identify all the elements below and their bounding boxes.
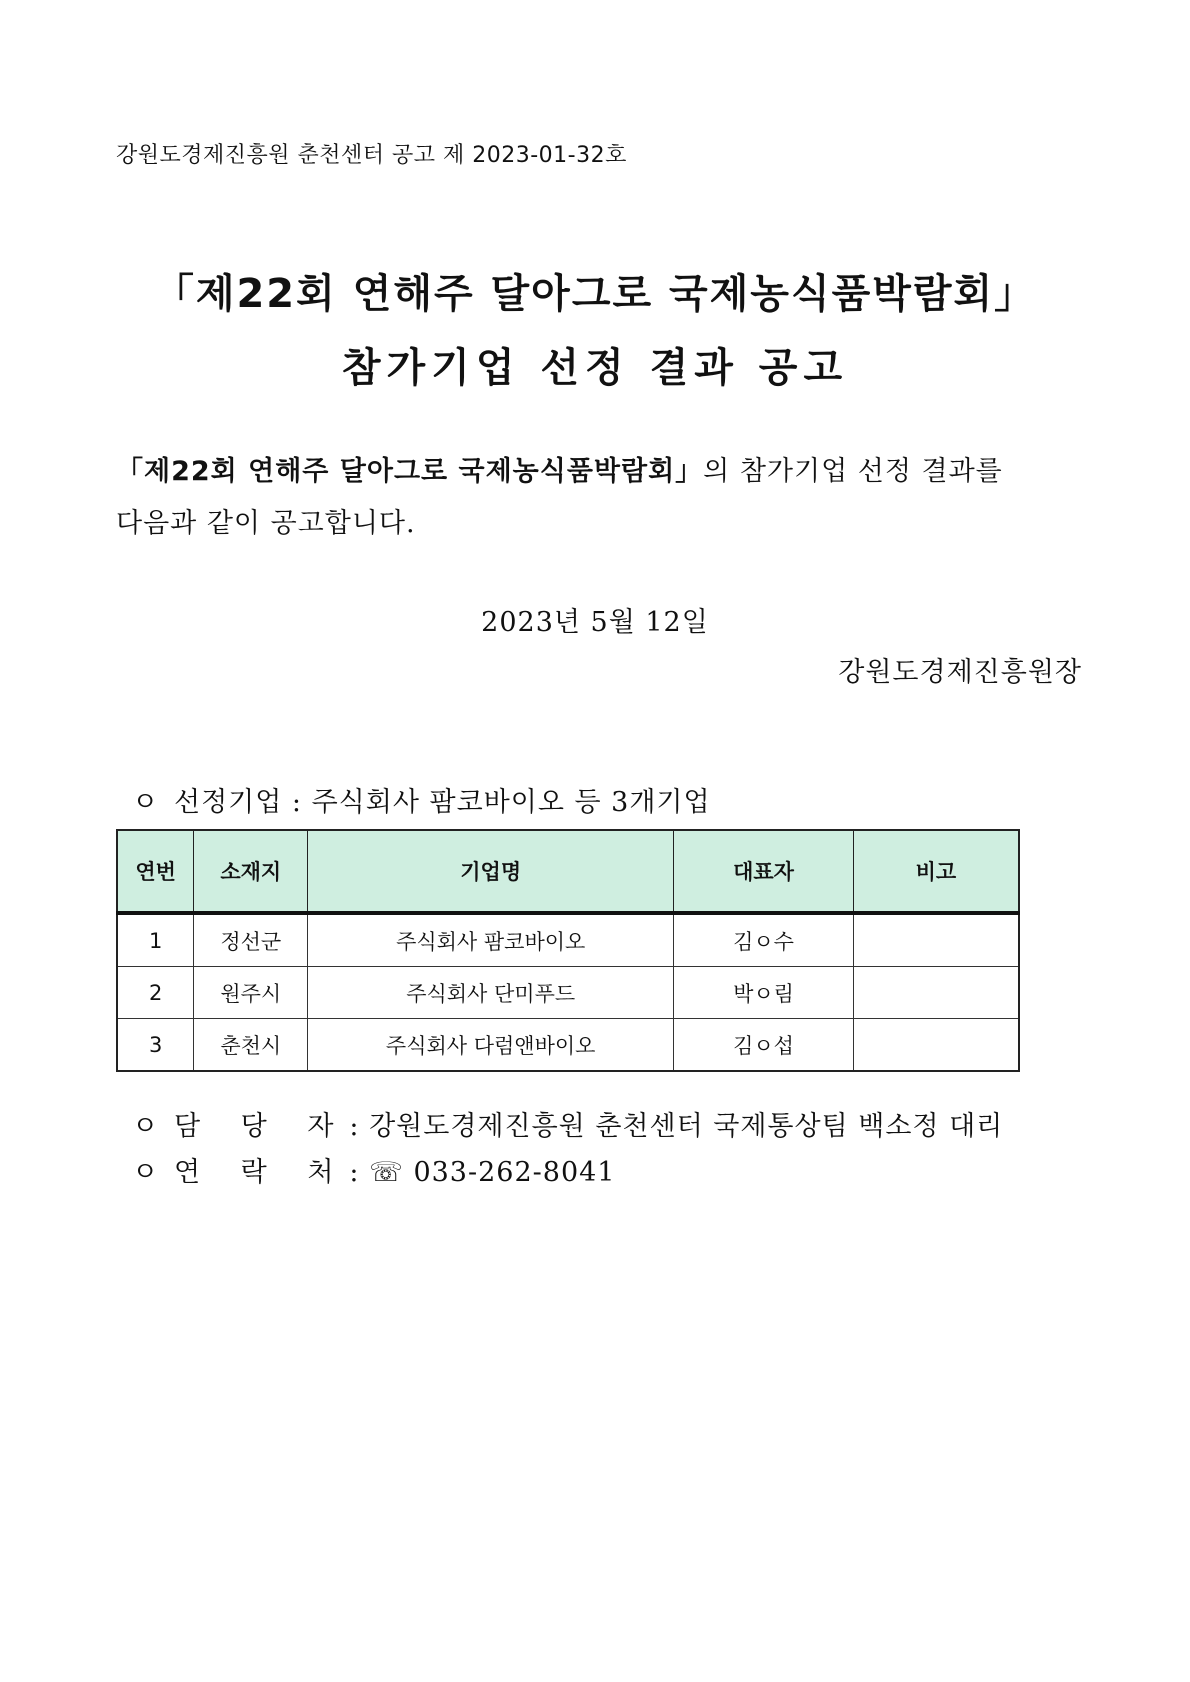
notice-number: 강원도경제진흥원 춘천센터 공고 제 2023-01-32호 — [116, 143, 627, 168]
cell-company: 주식회사 다럼앤바이오 — [308, 1019, 674, 1072]
cell-no: 2 — [117, 967, 194, 1019]
phone-line — [132, 1150, 615, 1189]
cell-no: 3 — [117, 1019, 194, 1072]
title-line-2: 참가기업 선정 결과 공고 — [341, 345, 849, 391]
manager-label: 담 당 자 — [174, 1111, 350, 1142]
notice-date: 2023년 5월 12일 — [481, 607, 709, 638]
cell-company: 주식회사 단미푸드 — [308, 967, 674, 1019]
cell-location: 춘천시 — [194, 1019, 308, 1072]
cell-remarks — [853, 913, 1019, 967]
intro-rest: 의 참가기업 선정 결과를 — [703, 456, 1003, 487]
manager-line — [132, 1104, 1003, 1143]
bullet-marker: ㅇ — [132, 1157, 160, 1188]
intro-lead: 「제22회 연해주 달아그로 국제농식품박람회」 — [116, 456, 704, 487]
header-location: 소재지 — [194, 830, 308, 913]
cell-company: 주식회사 팜코바이오 — [308, 913, 674, 967]
intro-line-2: 다음과 같이 공고합니다. — [116, 508, 416, 539]
issuer-name: 강원도경제진흥원장 — [838, 657, 1082, 688]
selected-companies-table — [116, 829, 1020, 1072]
table-row — [117, 913, 1019, 967]
cell-no: 1 — [117, 913, 194, 967]
phone-value: : ☏ 033-262-8041 — [349, 1157, 616, 1188]
selected-companies-label: 선정기업 : 주식회사 팜코바이오 등 3개기업 — [174, 787, 711, 818]
title-line-1: 「제22회 연해주 달아그로 국제농식품박람회」 — [153, 271, 1037, 317]
header-representative: 대표자 — [674, 830, 854, 913]
cell-remarks — [853, 1019, 1019, 1072]
table-header-row — [117, 830, 1019, 913]
bullet-marker: ㅇ — [132, 1111, 160, 1142]
phone-label: 연 락 처 — [174, 1157, 350, 1188]
selected-companies-line — [132, 780, 711, 819]
table-row — [117, 1019, 1019, 1072]
cell-representative: 김ㅇ섭 — [674, 1019, 854, 1072]
bullet-marker: ㅇ — [132, 787, 160, 818]
cell-representative: 박ㅇ림 — [674, 967, 854, 1019]
cell-location: 정선군 — [194, 913, 308, 967]
cell-remarks — [853, 967, 1019, 1019]
manager-value: : 강원도경제진흥원 춘천센터 국제통상팀 백소정 대리 — [349, 1111, 1004, 1142]
header-no: 연번 — [117, 830, 194, 913]
header-remarks: 비고 — [853, 830, 1019, 913]
cell-representative: 김ㅇ수 — [674, 913, 854, 967]
table-row — [117, 967, 1019, 1019]
header-company: 기업명 — [308, 830, 674, 913]
intro-line-1 — [116, 446, 1076, 498]
cell-location: 원주시 — [194, 967, 308, 1019]
